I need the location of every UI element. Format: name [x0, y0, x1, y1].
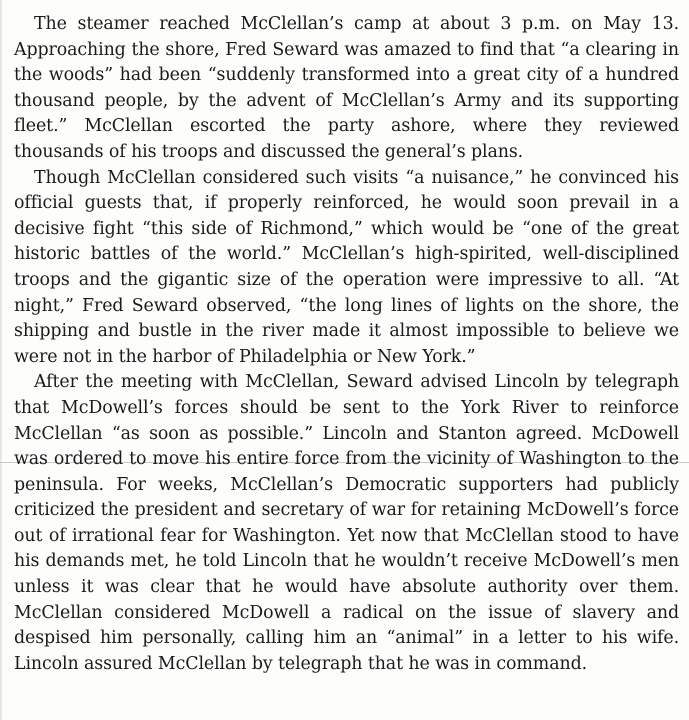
- body-text: [14, 12, 679, 677]
- page-edge-shadow: [0, 0, 2, 720]
- paragraph-mcclellan-guests: Though McClellan considered such visits “a nuisance,” he convinced his official guests that, if properly reinforced, he would soon prevail in a decisive fight “this side of Richmond,” which would be “one of the great historic battles of the world.” McClellan’s high-spirited, well-disciplined troops and the gigantic size of the operation were impressive to all. “At night,” Fred Seward observed, “the long lines of lights on the shore, the shipping and bustle in the river made it almost impossible to believe we were not in the harbor of Philadelphia or New York.”: [14, 167, 679, 367]
- paragraph-steamer-arrival: The steamer reached McClellan’s camp at about 3 p.m. on May 13. Approaching the shore, Fred Seward was amazed to find that “a clearing in the woods” had been “suddenly transformed into a great city of a hundred thousand people, by the advent of McClellan’s Army and its supporting fleet.” McClellan escorted the party ashore, where they reviewed thousands of his troops and discussed the general’s plans.: [14, 14, 679, 162]
- paragraph-mcdowell-orders: After the meeting with McClellan, Seward advised Lincoln by telegraph that McDowell’s forces should be sent to the York River to reinforce McClellan “as soon as possible.” Lincoln and Stanton agreed. McDowell was ordered to move his entire force from the vicinity of Washington to the peninsula. For weeks, McClellan’s Democratic supporters had publicly criticized the president and secretary of war for retaining McDowell’s force out of irrational fear for Washington. Yet now that McClellan stood to have his demands met, he told Lincoln that he wouldn’t receive McDowell’s men unless it was clear that he would have absolute authority over them. McClellan considered McDowell a radical on the issue of slavery and despised him personally, calling him an “animal” in a letter to his wife. Lincoln assured McClellan by telegraph that he was in command.: [14, 372, 679, 674]
